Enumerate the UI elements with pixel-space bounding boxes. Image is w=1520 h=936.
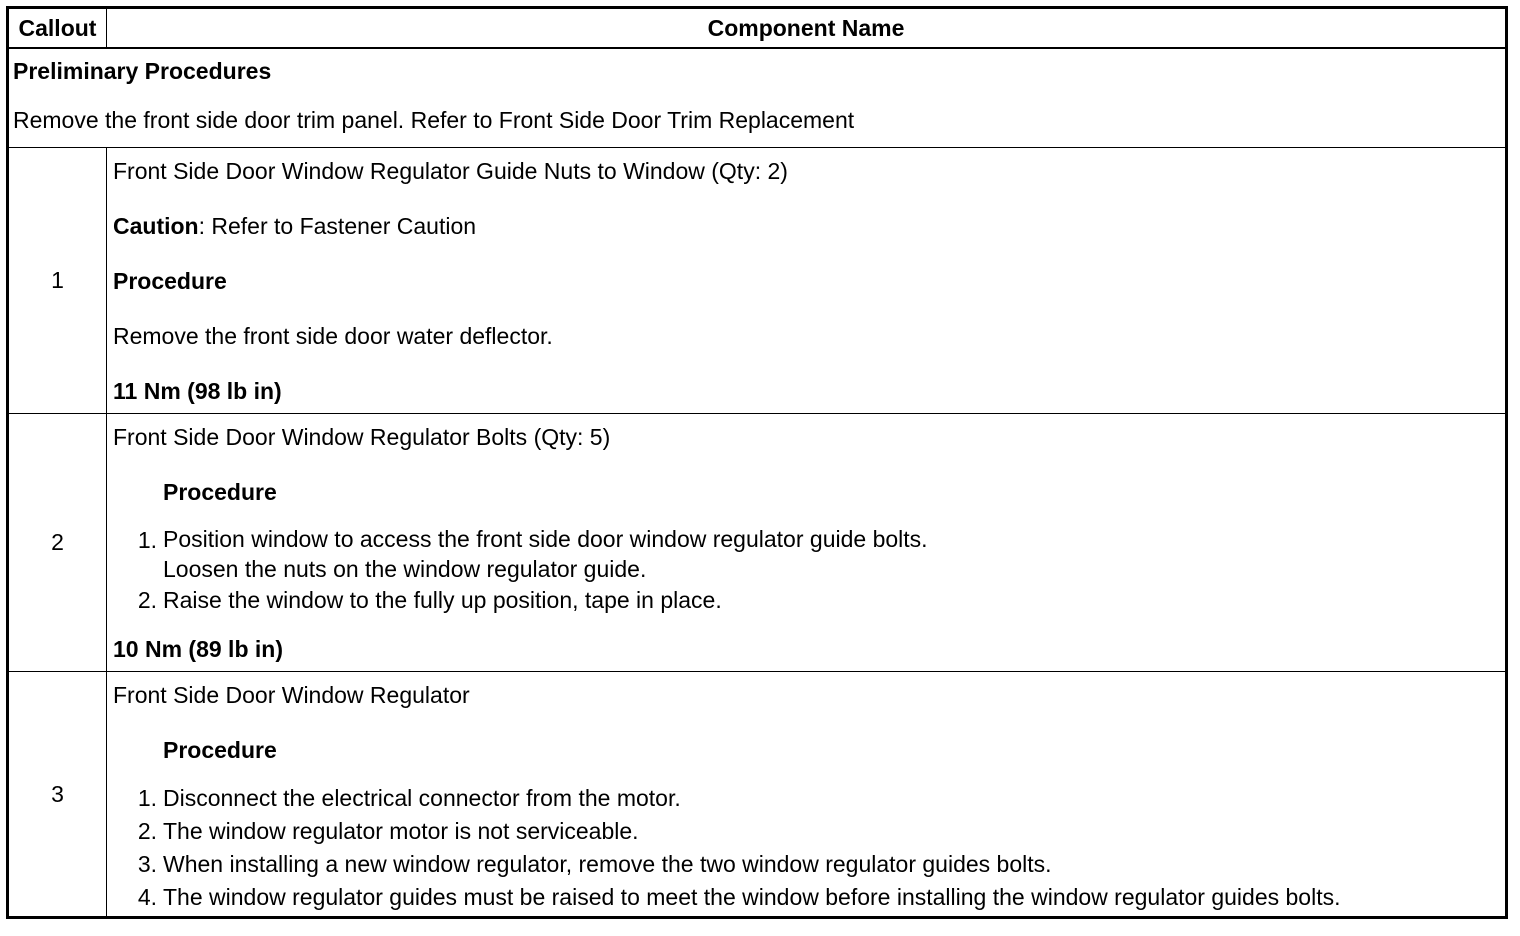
step-number: 2. bbox=[137, 818, 157, 844]
table-row bbox=[8, 672, 1507, 918]
step-number: 4. bbox=[137, 884, 157, 910]
step-text: When installing a new window regulator, remove the two window regulator guides bolts. bbox=[163, 851, 1052, 877]
preliminary-cell bbox=[8, 48, 1507, 148]
step-text-line: Position window to access the front side door window regulator guide bolts. bbox=[163, 526, 928, 552]
step-text: The window regulator guides must be raised to meet the window before installing the window regulator guides bolts. bbox=[163, 884, 1341, 910]
step-text: The window regulator motor is not serviceable. bbox=[163, 818, 639, 844]
step-number: 2. bbox=[137, 587, 157, 613]
caution-line bbox=[107, 203, 1505, 258]
component-cell bbox=[107, 672, 1507, 918]
list-item bbox=[107, 815, 1505, 848]
component-cell bbox=[107, 414, 1507, 672]
list-item bbox=[107, 881, 1505, 914]
list-item bbox=[107, 782, 1505, 815]
table-row bbox=[8, 148, 1507, 414]
step-text-line: Loosen the nuts on the window regulator guide. bbox=[163, 556, 647, 582]
component-name: Front Side Door Window Regulator bbox=[113, 682, 470, 708]
procedure-label: Procedure bbox=[163, 479, 277, 505]
procedure-label: Procedure bbox=[113, 268, 227, 294]
step-number: 1. bbox=[137, 527, 157, 553]
callout-number: 1 bbox=[8, 148, 107, 414]
torque-spec: 10 Nm (89 lb in) bbox=[113, 636, 283, 662]
component-name: Front Side Door Window Regulator Bolts (Qty: 5) bbox=[113, 424, 611, 450]
table-row bbox=[8, 414, 1507, 672]
callout-number: 2 bbox=[8, 414, 107, 672]
procedure-steps bbox=[107, 782, 1505, 916]
preliminary-row bbox=[8, 48, 1507, 148]
procedure-text: Remove the front side door water deflector. bbox=[113, 323, 553, 349]
list-item bbox=[107, 584, 1505, 617]
torque-spec: 11 Nm (98 lb in) bbox=[113, 378, 282, 404]
step-text: Disconnect the electrical connector from the motor. bbox=[163, 785, 681, 811]
preliminary-text: Remove the front side door trim panel. Refer to Front Side Door Trim Replacement bbox=[13, 107, 855, 133]
procedure-table bbox=[6, 6, 1508, 919]
component-cell bbox=[107, 148, 1507, 414]
header-row bbox=[8, 8, 1507, 49]
caution-text: : Refer to Fastener Caution bbox=[198, 213, 477, 239]
step-text: Raise the window to the fully up position, tape in place. bbox=[163, 587, 722, 613]
procedure-steps bbox=[107, 524, 1505, 617]
header-callout: Callout bbox=[8, 8, 107, 49]
procedure-label: Procedure bbox=[163, 737, 277, 763]
list-item bbox=[107, 524, 1505, 584]
step-number: 3. bbox=[137, 851, 157, 877]
preliminary-title: Preliminary Procedures bbox=[13, 58, 272, 84]
step-text bbox=[163, 524, 928, 584]
caution-label: Caution bbox=[113, 213, 199, 239]
component-name: Front Side Door Window Regulator Guide Nuts to Window (Qty: 2) bbox=[113, 158, 788, 184]
step-number: 1. bbox=[137, 785, 157, 811]
header-component-name: Component Name bbox=[107, 8, 1507, 49]
callout-number: 3 bbox=[8, 672, 107, 918]
list-item bbox=[107, 848, 1505, 881]
